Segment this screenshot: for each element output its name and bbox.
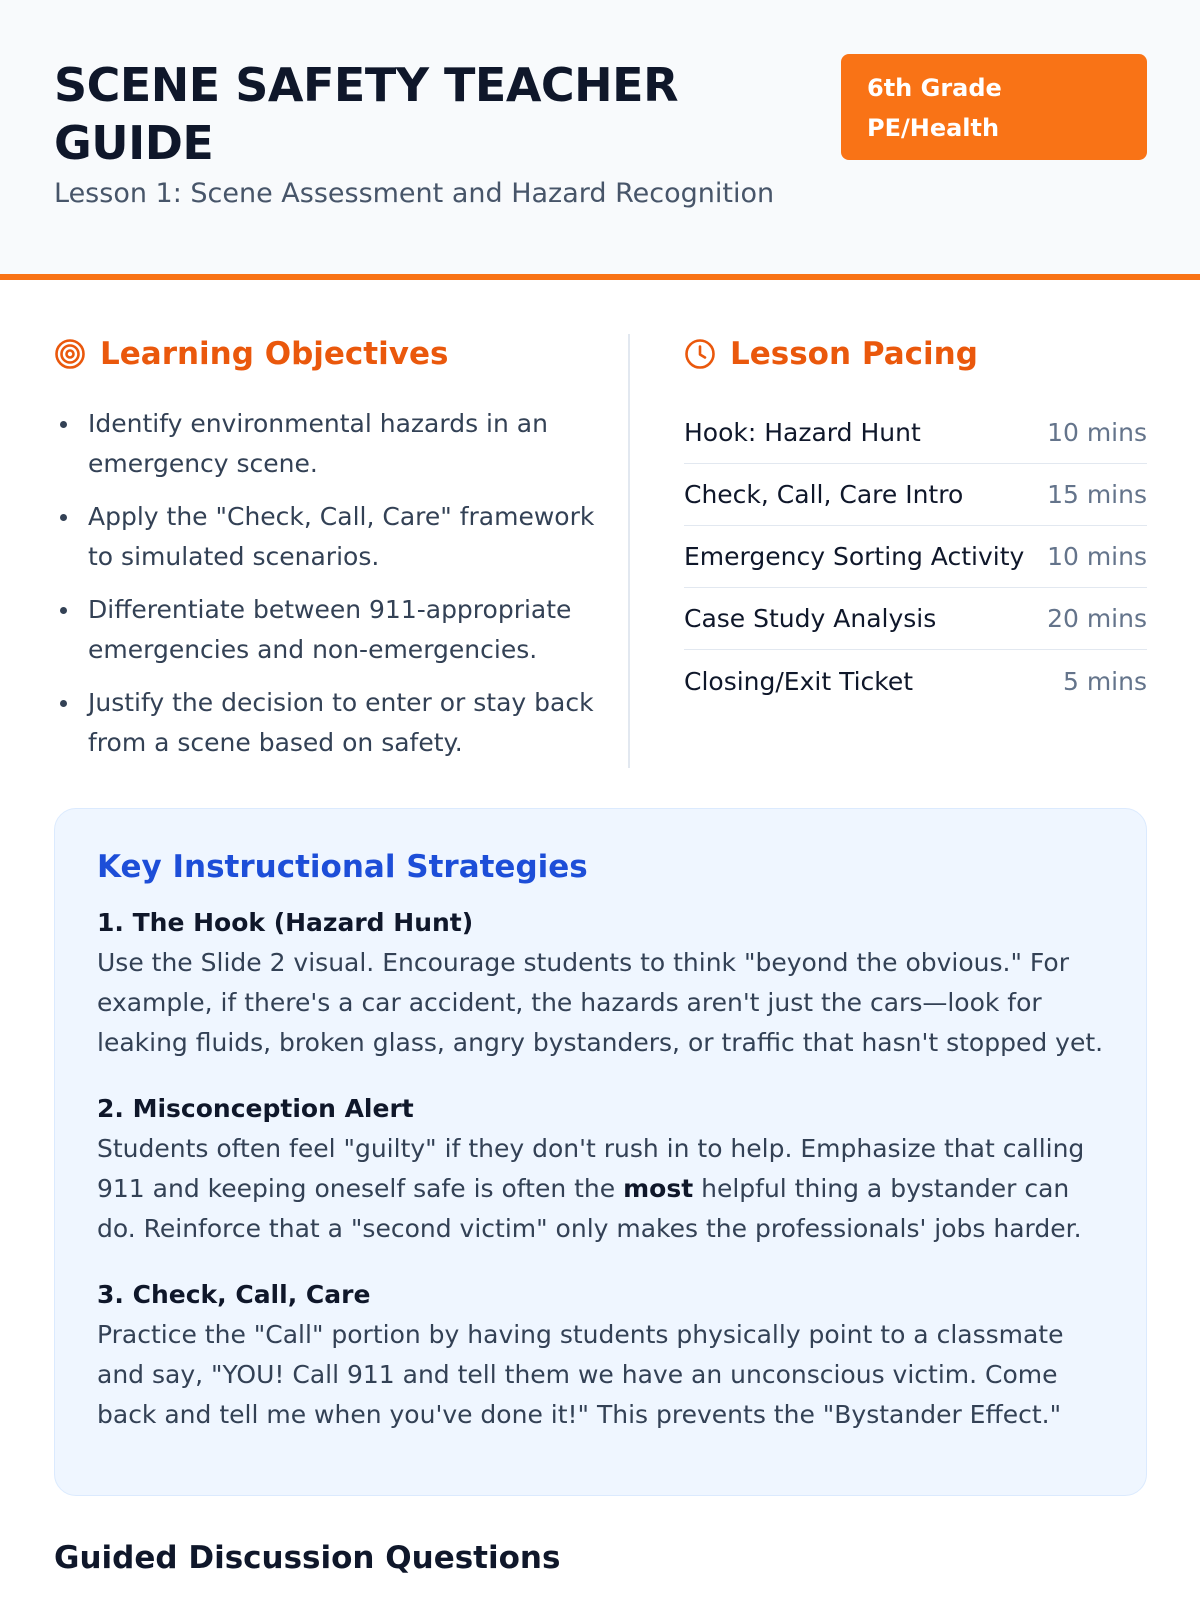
pacing-activity: Case Study Analysis bbox=[684, 604, 937, 633]
pacing-row bbox=[684, 464, 1147, 526]
strategy-body: Use the Slide 2 visual. Encourage students to think "beyond the obvious." For example, if there's a car accident, the hazards aren't just the cars—look for leaking fluids, broken glass, angry bystanders, or traffic that hasn't stopped yet. bbox=[97, 948, 1104, 1057]
pacing-row bbox=[684, 526, 1147, 588]
objectives-heading-text: Learning Objectives bbox=[100, 336, 449, 372]
discussion-questions-heading: Guided Discussion Questions bbox=[54, 1540, 561, 1576]
pacing-activity: Check, Call, Care Intro bbox=[684, 480, 964, 509]
pacing-duration: 5 mins bbox=[1062, 666, 1147, 696]
pacing-table bbox=[684, 402, 1147, 712]
strategy-title: 1. The Hook (Hazard Hunt) bbox=[97, 908, 474, 937]
grade-badge: 6th Grade PE/Health bbox=[841, 54, 1147, 160]
strategy-title: 2. Misconception Alert bbox=[97, 1094, 414, 1123]
pacing-duration: 20 mins bbox=[1047, 604, 1147, 633]
pacing-heading-text: Lesson Pacing bbox=[730, 336, 978, 372]
target-icon bbox=[54, 338, 86, 370]
objective-item: Justify the decision to enter or stay back from a scene based on safety. bbox=[56, 683, 596, 763]
strategy-body-emphasis: most bbox=[623, 1174, 694, 1203]
strategy-body-text: Students often feel "guilty" if they don't rush in to help. Emphasize that calling 911 and keeping oneself safe is often the bbox=[97, 1134, 1085, 1203]
strategy-item bbox=[97, 903, 1104, 1063]
pacing-activity: Emergency Sorting Activity bbox=[684, 542, 1025, 571]
strategy-body: Practice the "Call" portion by having students physically point to a classmate and say, "YOU! Call 911 and tell them we have an unconscious victim. Come back and tell me when you've done it!" This prevents the "Bystander Effect." bbox=[97, 1320, 1064, 1429]
strategy-body bbox=[97, 1129, 1104, 1249]
strategy-body-text: helpful thing a bystander can do. Reinforce that a "second victim" only makes the professionals' jobs harder. bbox=[97, 1174, 1082, 1243]
pacing-duration: 10 mins bbox=[1047, 542, 1147, 571]
strategy-item bbox=[97, 1089, 1104, 1249]
page-header bbox=[0, 0, 1200, 280]
clock-icon bbox=[684, 338, 716, 370]
column-divider bbox=[628, 334, 630, 768]
pacing-row bbox=[684, 588, 1147, 650]
strategies-heading: Key Instructional Strategies bbox=[97, 849, 588, 885]
pacing-activity: Hook: Hazard Hunt bbox=[684, 418, 921, 447]
lesson-subtitle: Lesson 1: Scene Assessment and Hazard Recognition bbox=[54, 178, 775, 209]
objective-item: Apply the "Check, Call, Care" framework to simulated scenarios. bbox=[56, 497, 596, 577]
objective-item: Identify environmental hazards in an emergency scene. bbox=[56, 404, 596, 484]
lesson-pacing-heading bbox=[684, 336, 978, 372]
strategy-title: 3. Check, Call, Care bbox=[97, 1280, 371, 1309]
pacing-row bbox=[684, 402, 1147, 464]
pacing-row bbox=[684, 650, 1147, 712]
objectives-list bbox=[56, 404, 596, 776]
strategy-item bbox=[97, 1275, 1104, 1435]
instructional-strategies-panel bbox=[54, 808, 1147, 1496]
pacing-duration: 10 mins bbox=[1047, 418, 1147, 447]
pacing-activity: Closing/Exit Ticket bbox=[684, 666, 914, 696]
pacing-duration: 15 mins bbox=[1047, 480, 1147, 509]
page-title: SCENE SAFETY TEACHER GUIDE bbox=[54, 58, 679, 170]
objective-item: Differentiate between 911-appropriate emergencies and non-emergencies. bbox=[56, 590, 596, 670]
learning-objectives-heading bbox=[54, 336, 448, 372]
